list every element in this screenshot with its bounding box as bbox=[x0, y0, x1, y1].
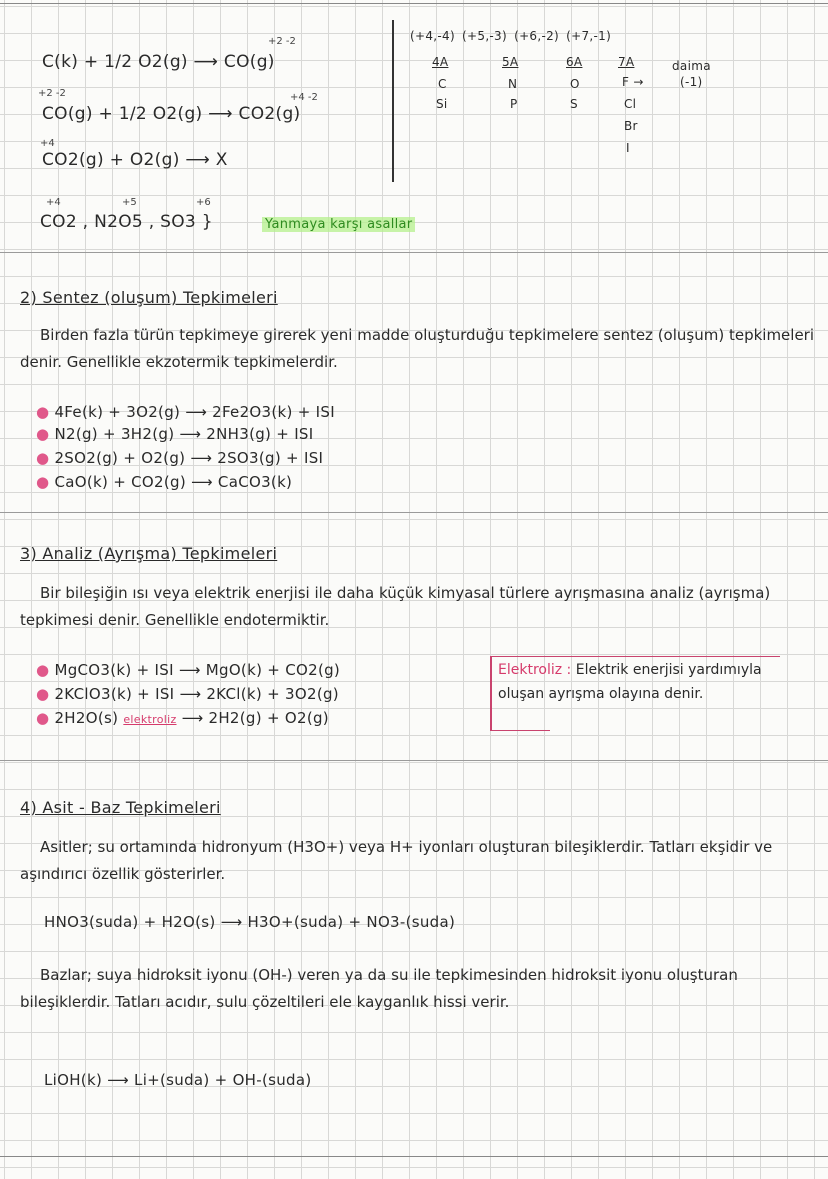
group-7a: 7A bbox=[618, 55, 635, 69]
el-br: Br bbox=[624, 119, 638, 133]
electrolysis-note-title: Elektroliz : bbox=[498, 662, 572, 678]
section-2-text: Birden fazla türün tepkimeye girerek yeni madde oluşturduğu tepkimelere sentez (oluşum) tepkimeleri denir. Genellikle ekzotermik tepkimelerdir. bbox=[20, 326, 815, 371]
electrolysis-note bbox=[498, 658, 798, 706]
eq2-oxidation-left: +2 -2 bbox=[38, 88, 66, 99]
el-s: S bbox=[570, 97, 578, 111]
section-4-title: 4) Asit - Baz Tepkimeleri bbox=[20, 798, 221, 817]
inert-formula: CO2 , N2O5 , SO3 } bbox=[40, 212, 213, 232]
s3-eq-1 bbox=[36, 660, 340, 680]
el-cl: Cl bbox=[624, 97, 637, 111]
s3-eq-2 bbox=[36, 684, 339, 704]
eq1: C(k) + 1/2 O2(g) ⟶ CO(g) bbox=[42, 52, 275, 72]
bottom-divider bbox=[0, 1156, 828, 1157]
inert-ox-2: +5 bbox=[122, 197, 137, 208]
top-divider bbox=[0, 3, 828, 4]
bullet-icon: ● bbox=[36, 473, 50, 491]
box-bottom-border bbox=[490, 730, 550, 731]
s3-eq-3-right: 2H2(g) + O2(g) bbox=[208, 709, 329, 727]
el-c: C bbox=[438, 77, 447, 91]
el-si: Si bbox=[436, 97, 448, 111]
section-3-title: 3) Analiz (Ayrışma) Tepkimeleri bbox=[20, 544, 278, 563]
acid-text: Asitler; su ortamında hidronyum (H3O+) veya H+ iyonları oluşturan bileşiklerdir. Tatları ekşidir ve aşındırıcı özellik gösterirler. bbox=[20, 838, 773, 883]
inert-label-text: Yanmaya karşı asallar bbox=[262, 217, 415, 232]
electrolysis-arrow-label: elektroliz bbox=[123, 713, 177, 726]
inert-label bbox=[262, 215, 415, 235]
vertical-divider bbox=[392, 20, 394, 182]
el-p: P bbox=[510, 97, 518, 111]
s2-eq-1 bbox=[36, 402, 335, 422]
divider-3 bbox=[0, 760, 828, 761]
s3-eq-3 bbox=[36, 708, 329, 730]
el-o: O bbox=[570, 77, 580, 91]
eq3-oxidation: +4 bbox=[40, 138, 55, 149]
divider-1 bbox=[0, 252, 828, 253]
bullet-icon: ● bbox=[36, 661, 50, 679]
base-text: Bazlar; suya hidroksit iyonu (OH-) veren ya da su ile tepkimesinden hidroksit iyonu oluşturan bileşiklerdir. Tatları acıdır, sulu çözeltileri ele kayganlık hissi verir. bbox=[20, 966, 738, 1011]
section-3-text: Bir bileşiğin ısı veya elektrik enerjisi ile daha küçük kimyasal türlere ayrışmasına analiz (ayrışma) tepkimesi denir. Genellikle endotermiktir. bbox=[20, 584, 771, 629]
s2-eq-2 bbox=[36, 424, 313, 444]
s3-eq-2-text: 2KClO3(k) + ISI ⟶ 2KCl(k) + 3O2(g) bbox=[54, 685, 339, 703]
eq3: CO2(g) + O2(g) ⟶ X bbox=[42, 150, 228, 170]
s2-eq-4-text: CaO(k) + CO2(g) ⟶ CaCO3(k) bbox=[54, 473, 293, 491]
divider-2 bbox=[0, 512, 828, 513]
bullet-icon: ● bbox=[36, 403, 50, 421]
eq2: CO(g) + 1/2 O2(g) ⟶ CO2(g) bbox=[42, 104, 301, 124]
bullet-icon: ● bbox=[36, 709, 50, 727]
oxidation-row: (+4,-4) (+5,-3) (+6,-2) (+7,-1) bbox=[410, 29, 612, 43]
electrolysis-note-text: Elektrik enerjisi yardımıyla oluşan ayrışma olayına denir. bbox=[498, 662, 762, 702]
arrow-icon: ⟶ bbox=[181, 709, 204, 727]
el-f: F → bbox=[622, 75, 644, 89]
el-n: N bbox=[508, 77, 518, 91]
bullet-icon: ● bbox=[36, 425, 50, 443]
base-eq: LiOH(k) ⟶ Li+(suda) + OH-(suda) bbox=[44, 1071, 312, 1089]
daima-value: (-1) bbox=[680, 75, 703, 89]
group-5a: 5A bbox=[502, 55, 519, 69]
bullet-icon: ● bbox=[36, 449, 50, 467]
eq2-oxidation-right: +4 -2 bbox=[290, 92, 318, 103]
group-4a: 4A bbox=[432, 55, 449, 69]
s3-eq-3-left: 2H2O(s) bbox=[54, 709, 119, 727]
s2-eq-3-text: 2SO2(g) + O2(g) ⟶ 2SO3(g) + ISI bbox=[54, 449, 324, 467]
daima-label: daima bbox=[672, 59, 711, 73]
s2-eq-4 bbox=[36, 472, 292, 492]
eq1-oxidation: +2 -2 bbox=[268, 36, 296, 47]
s3-eq-1-text: MgCO3(k) + ISI ⟶ MgO(k) + CO2(g) bbox=[54, 661, 341, 679]
s2-eq-3 bbox=[36, 448, 323, 468]
box-top-border bbox=[490, 656, 780, 657]
acid-eq: HNO3(suda) + H2O(s) ⟶ H3O+(suda) + NO3-(suda) bbox=[44, 913, 456, 931]
s2-eq-2-text: N2(g) + 3H2(g) ⟶ 2NH3(g) + ISI bbox=[54, 425, 314, 443]
section-2-title: 2) Sentez (oluşum) Tepkimeleri bbox=[20, 288, 278, 307]
s2-eq-1-text: 4Fe(k) + 3O2(g) ⟶ 2Fe2O3(k) + ISI bbox=[54, 403, 335, 421]
inert-ox-3: +6 bbox=[196, 197, 211, 208]
box-left-border bbox=[490, 656, 492, 730]
inert-ox-1: +4 bbox=[46, 197, 61, 208]
el-i: I bbox=[626, 141, 630, 155]
bullet-icon: ● bbox=[36, 685, 50, 703]
group-6a: 6A bbox=[566, 55, 583, 69]
